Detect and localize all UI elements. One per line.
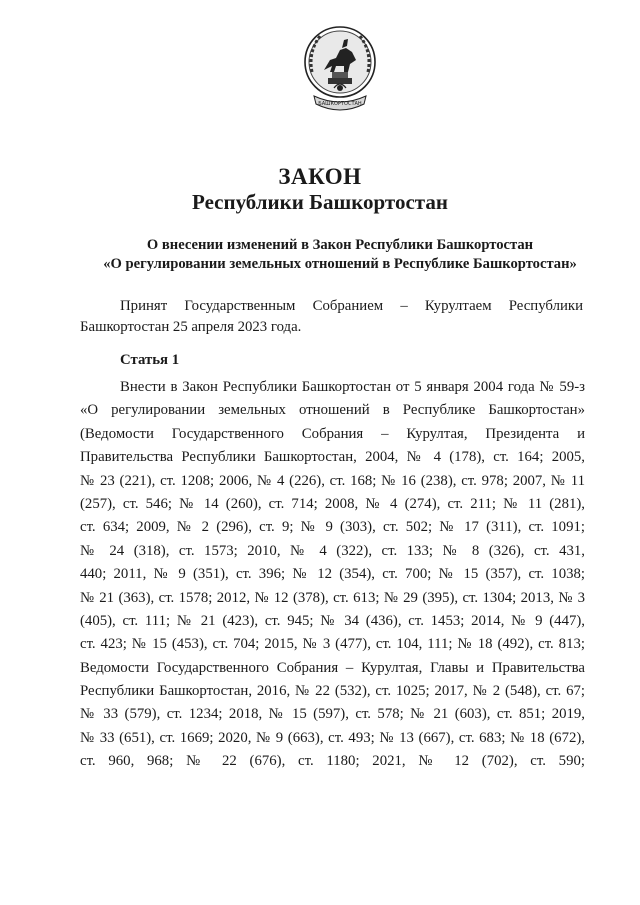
article-line: № 33 (651), ст. 1669; 2020, № 9 (663), ст. 493; № 13 (667), ст. 683; № 18 (672), — [80, 729, 585, 746]
adoption-line: Принят Государственным Собранием – Курултаем Республики — [120, 298, 583, 314]
article-line: ст. 423; № 15 (453), ст. 704; 2015, № 3 (477), ст. 104, 111; № 18 (492), ст. 813; — [80, 636, 585, 653]
law-subtitle-line-1: О внесении изменений в Закон Республики Башкортостан — [146, 237, 534, 253]
article-line: 440; 2011, № 9 (351), ст. 396; № 12 (354), ст. 700; № 15 (357), ст. 1038; — [80, 566, 585, 583]
article-line: № 33 (579), ст. 1234; 2018, № 15 (597), ст. 578; № 21 (603), ст. 851; 2019, — [80, 706, 585, 723]
adoption-paragraph — [80, 296, 583, 338]
document-title-subject: Республики Башкортостан — [192, 190, 448, 214]
article-line: ст. 634; 2009, № 2 (296), ст. 9; № 9 (303), ст. 502; № 17 (311), ст. 1091; — [80, 519, 585, 536]
emblem-ribbon-text: БАШКОРТОСТАН — [318, 101, 362, 107]
article-line: Республики Башкортостан, 2016, № 22 (532), ст. 1025; 2017, № 2 (548), ст. 67; — [80, 683, 585, 700]
document-title: ЗАКОН — [278, 164, 362, 189]
law-subtitle-line-2: «О регулировании земельных отношений в Республике Башкортостан» — [103, 256, 577, 272]
article-line: № 21 (363), ст. 1578; 2012, № 12 (378), ст. 613; № 29 (395), ст. 1304; 2013, № 3 — [80, 589, 585, 606]
article-body — [80, 376, 585, 774]
article-line: № 24 (318), ст. 1573; 2010, № 4 (322), ст. 133; № 8 (326), ст. 431, — [80, 542, 585, 559]
article-line: ст. 960, 968; № 22 (676), ст. 1180; 2021, № 12 (702), ст. 590; — [80, 753, 585, 770]
article-line: (Ведомости Государственного Собрания – Курултая, Президента и — [80, 425, 585, 442]
bashkortostan-coat-of-arms-icon — [302, 22, 378, 120]
article-line: (257), ст. 546; № 14 (260), ст. 714; 2008, № 4 (274), ст. 211; № 11 (281), — [80, 495, 585, 512]
article-line: (405), ст. 111; № 21 (423), ст. 945; № 34 (436), ст. 1453; 2014, № 9 (447), — [80, 612, 585, 629]
article-line: «О регулировании земельных отношений в Республике Башкортостан» — [80, 402, 585, 419]
article-line: № 23 (221), ст. 1208; 2006, № 4 (226), ст. 168; № 16 (238), ст. 978; 2007, № 11 — [80, 472, 585, 489]
adoption-line: Башкортостан 25 апреля 2023 года. — [80, 319, 302, 336]
article-line: Ведомости Государственного Собрания – Курултая, Главы и Правительства — [80, 659, 585, 676]
article-line: Внести в Закон Республики Башкортостан от 5 января 2004 года № 59-з — [120, 379, 585, 395]
article-heading: Статья 1 — [120, 352, 180, 368]
article-line: Правительства Республики Башкортостан, 2004, № 4 (178), ст. 164; 2005, — [80, 449, 585, 466]
